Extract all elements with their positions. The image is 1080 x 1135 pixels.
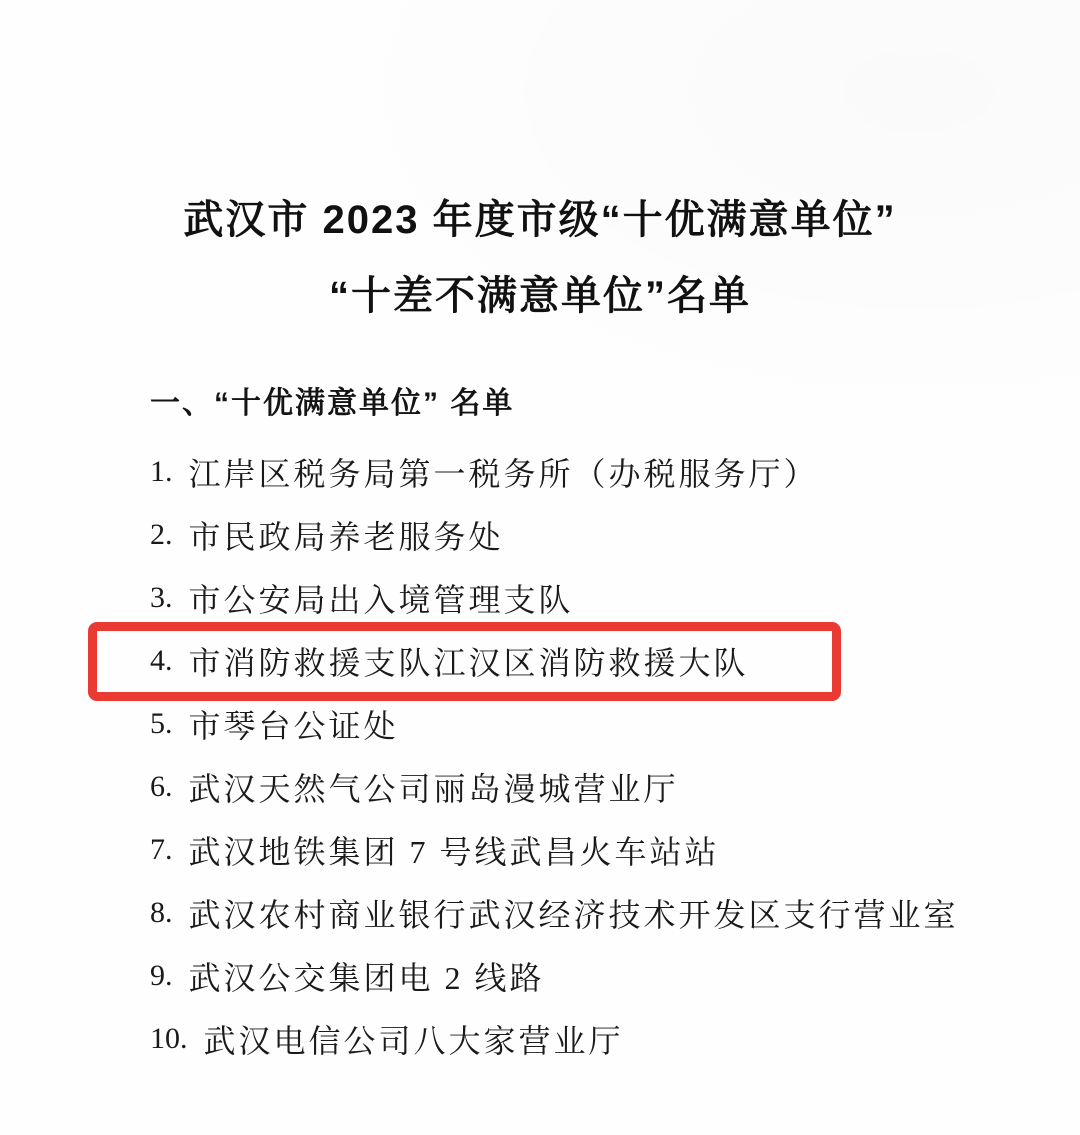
list-item-number: 10. <box>150 1021 188 1055</box>
list-item-text: 武汉公交集团电 2 线路 <box>188 959 545 996</box>
list-item <box>0 818 1080 881</box>
document-title-line1: 武汉市 2023 年度市级“十优满意单位” <box>183 198 897 242</box>
list-item-number: 1. <box>150 454 173 488</box>
document-title <box>0 0 1080 334</box>
list-item-number: 4. <box>150 643 173 677</box>
list-item-text: 武汉地铁集团 7 号线武昌火车站站 <box>188 833 720 870</box>
list-item-number: 9. <box>150 958 173 992</box>
list-item <box>0 440 1080 503</box>
list-item <box>0 881 1080 944</box>
list-item <box>0 692 1080 755</box>
list-item-text: 市琴台公证处 <box>188 707 399 744</box>
list-item-number: 5. <box>150 706 173 740</box>
list-item-number: 2. <box>150 517 173 551</box>
list-item <box>0 944 1080 1007</box>
unit-list <box>0 440 1080 1070</box>
list-item-number: 7. <box>150 832 173 866</box>
list-item-text: 武汉农村商业银行武汉经济技术开发区支行营业室 <box>188 896 959 933</box>
list-item-text: 市民政局养老服务处 <box>188 518 504 555</box>
list-item-text: 武汉电信公司八大家营业厅 <box>203 1022 624 1059</box>
list-item <box>0 755 1080 818</box>
list-item-number: 6. <box>150 769 173 803</box>
section-heading-top10-satisfactory: 一、“十优满意单位” 名单 <box>150 387 515 420</box>
list-item <box>0 566 1080 629</box>
list-item <box>0 503 1080 566</box>
list-item-highlighted <box>0 629 1080 692</box>
list-item-number: 3. <box>150 580 173 614</box>
document-title-line2: “十差不满意单位”名单 <box>329 274 751 318</box>
list-item-number: 8. <box>150 895 173 929</box>
list-item-text: 市公安局出入境管理支队 <box>188 581 574 618</box>
list-item-text: 市消防救援支队江汉区消防救援大队 <box>188 644 749 681</box>
list-item <box>0 1007 1080 1070</box>
list-item-text: 江岸区税务局第一税务所（办税服务厅） <box>188 455 819 492</box>
list-item-text: 武汉天然气公司丽岛漫城营业厅 <box>188 770 679 807</box>
